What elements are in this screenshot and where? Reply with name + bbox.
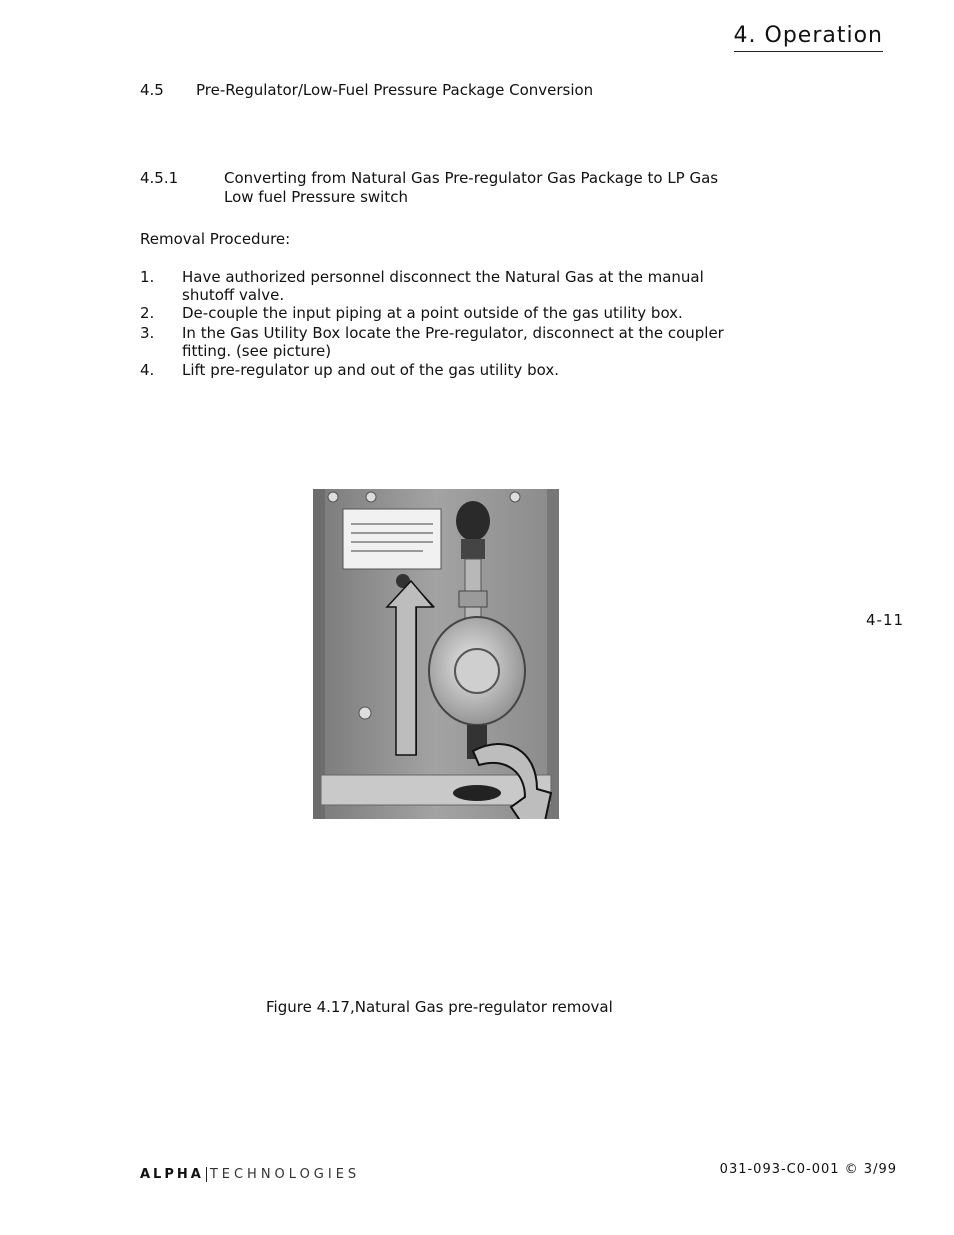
step-text: Have authorized personnel disconnect the Natural Gas at the manual bbox=[182, 268, 704, 286]
step-text-continued: fitting. (see picture) bbox=[182, 342, 332, 360]
subsection-title-line1: Converting from Natural Gas Pre-regulator Gas Package to LP Gas bbox=[224, 169, 719, 187]
pipe-coupler bbox=[461, 539, 485, 559]
regulator-cap bbox=[455, 649, 499, 693]
box-bottom-shelf bbox=[321, 775, 551, 805]
logo-alpha-text: ALPHA bbox=[140, 1167, 204, 1182]
logo-technologies-text: TECHNOLOGIES bbox=[209, 1167, 361, 1182]
procedure-heading: Removal Procedure: bbox=[140, 230, 291, 248]
step-number: 3. bbox=[140, 324, 155, 342]
section-number: 4.5 bbox=[140, 81, 164, 99]
coupler-fitting bbox=[459, 591, 487, 607]
pipe-flange bbox=[453, 785, 501, 801]
mounting-bolt bbox=[510, 492, 520, 502]
step-text-continued: shutoff valve. bbox=[182, 286, 285, 304]
mounting-bolt bbox=[328, 492, 338, 502]
section-title: Pre-Regulator/Low-Fuel Pressure Package Conversion bbox=[196, 81, 594, 99]
chapter-title: 4. Operation bbox=[734, 22, 883, 52]
step-text: In the Gas Utility Box locate the Pre-regulator, disconnect at the coupler bbox=[182, 324, 724, 342]
step-number: 1. bbox=[140, 268, 155, 286]
mounting-bolt bbox=[366, 492, 376, 502]
logo-divider bbox=[206, 1167, 207, 1182]
mounting-bolt bbox=[359, 707, 371, 719]
inlet-pipe bbox=[465, 559, 481, 619]
alpha-technologies-logo bbox=[140, 1167, 360, 1182]
pre-regulator-photo bbox=[313, 489, 559, 819]
figure-caption: Figure 4.17,Natural Gas pre-regulator removal bbox=[266, 998, 613, 1016]
pipe-elbow bbox=[456, 501, 490, 541]
step-text: Lift pre-regulator up and out of the gas utility box. bbox=[182, 361, 559, 379]
warning-label bbox=[343, 509, 441, 569]
subsection-number: 4.5.1 bbox=[140, 169, 179, 187]
document-id: 031-093-C0-001 © 3/99 bbox=[719, 1162, 897, 1177]
box-right-wall bbox=[547, 489, 559, 819]
step-number: 2. bbox=[140, 304, 155, 322]
subsection-title-line2: Low fuel Pressure switch bbox=[224, 188, 408, 206]
step-text: De-couple the input piping at a point outside of the gas utility box. bbox=[182, 304, 683, 322]
page-number: 4-11 bbox=[866, 611, 905, 629]
step-number: 4. bbox=[140, 361, 155, 379]
box-left-wall bbox=[313, 489, 325, 819]
